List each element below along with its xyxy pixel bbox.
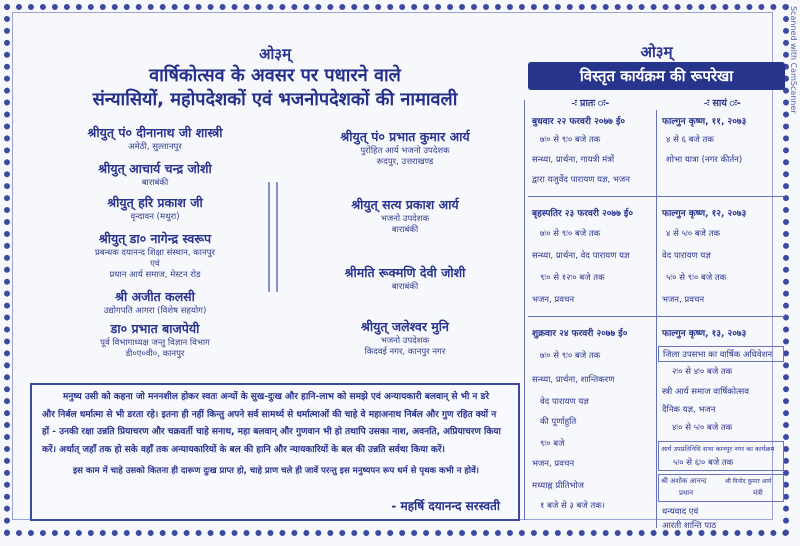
schedule-item: ५ः० से ६ः० बजे तक <box>673 458 734 468</box>
schedule-item: सन्ध्या, प्रार्थना, गायत्री मंत्रों <box>532 155 615 165</box>
schedule-item: आरती शान्ति पाठ <box>662 521 717 531</box>
guest-entry <box>40 320 270 359</box>
side-watermark-text: Scanned with CamScanner <box>789 6 798 114</box>
quote-line: करें। अर्थात् जहाँ तक हो सके वहाँ तक अन्यायकारियों के बल की हानि और न्यायकारियों के बल की उन्नति सर्वथा किया करें। <box>42 444 445 455</box>
schedule-item: ९ः० बजे <box>540 439 565 449</box>
column-divider <box>276 182 278 292</box>
schedule-column-divider <box>656 110 657 528</box>
morning-header: -ः प्रातः ः- <box>571 98 610 109</box>
quote-author: - महर्षि दयानन्द सरस्वती <box>391 499 500 513</box>
guest-entry <box>40 160 270 188</box>
guest-detail: एवं <box>150 259 160 269</box>
guest-entry <box>40 288 270 316</box>
schedule-item: आर्य उपप्रतिनिधि सभा कानपुर नगर का कार्यक्रम <box>661 445 775 453</box>
schedule-item: द्वारा यजुर्वेद पारायण यज्ञ, भजन <box>532 175 630 185</box>
schedule-item: ४ः० से ५ः० बजे तक <box>672 423 733 433</box>
section-separator <box>524 100 525 520</box>
left-title-line1: वार्षिकोत्सव के अवसर पर पधारने वाले <box>149 65 401 86</box>
schedule-item: वेद पारायण यज्ञ <box>540 397 589 407</box>
schedule-item: श्री विनोद कुमार आर्य <box>725 478 772 485</box>
schedule-box <box>658 346 784 362</box>
quote-paragraph <box>42 389 510 481</box>
quote-line: मनुष्य उसी को कहना जो मननशील होकर स्वतः अन्यों के सुख-दुःख और हानि-लाभ को समझे एवं अन्यायकारी बलवान् से भी न डरे <box>62 392 490 402</box>
guest-entry <box>290 264 520 292</box>
schedule-item: ९ः० से १२ः० बजे तक <box>540 273 605 283</box>
guest-detail: रूदपुर, उत्तराखण्ड <box>376 157 434 167</box>
guest-name: श्रीयुत् आचार्य चन्द्र जोशी <box>98 161 212 176</box>
schedule-item: शोभा यात्रा (नगर कीर्तन) <box>666 155 743 165</box>
guest-entry <box>290 318 520 357</box>
schedule-box <box>658 441 784 471</box>
schedule-item: भजन, प्रवचन <box>662 295 705 305</box>
left-om-heading: ओ३म् <box>258 45 292 63</box>
schedule-item: स्त्री आर्य समाज वार्षिकोत्सव <box>662 387 749 397</box>
schedule-item: जिला उपसभा का वार्षिक अधिवेशन <box>663 350 773 360</box>
program-banner: विस्तृत कार्यक्रम की रूपरेखा <box>528 62 785 90</box>
day2-date-left: बृहस्पतिर २३ फरवरी २०७७ ई० <box>532 209 634 219</box>
schedule-item: २ः० से ४ः० बजे तक <box>672 367 733 377</box>
guest-detail: पूर्व विभागाध्यक्ष जन्तु विज्ञान विभाग <box>100 338 210 348</box>
guest-name: श्रीयुत् डा० नागेन्द्र स्वरूप <box>98 231 212 246</box>
guest-detail: डी०ए०वी०, कानपुर <box>125 349 185 359</box>
schedule-item: प्रधान <box>679 489 693 497</box>
schedule-item: सन्ध्या, प्रार्थना, शान्तिकरण <box>532 375 615 385</box>
schedule-item: दैनिक यज्ञ, भजन <box>662 405 716 415</box>
day1-date-right: फाल्गुन कृष्ण, ११, २०७३ <box>662 117 747 127</box>
day-separator <box>528 316 785 317</box>
schedule-item: धन्यवाद एवं <box>662 507 699 517</box>
guest-detail: प्रबन्धक दयानन्द शिक्षा संस्थान, कानपुर <box>94 248 216 258</box>
evening-header: -ः सायं ः- <box>704 98 741 109</box>
day2-date-right: फाल्गुन कृष्ण, १२, २०७३ <box>662 209 747 219</box>
day3-date-right: फाल्गुन कृष्ण, १३, २०७३ <box>662 329 747 339</box>
guest-detail: बाराबंकी <box>391 225 419 235</box>
schedule-item: ५ः० से ९ः० बजे तक <box>666 273 727 283</box>
schedule-item: मध्याह्न प्रीतिभोज <box>532 481 584 491</box>
quote-line: और निर्बल धर्मात्मा से भी डरता रहे। इतना ही नहीं किन्तु अपने सर्व सामर्थ्य से धर्मात्माओं की चाहे वे महाअनाथ निर्बल और गुण रहित क्यों न <box>42 409 497 420</box>
day-separator <box>528 196 785 197</box>
quote-line: हों - उनकी रक्षा उन्नति प्रियाचरण और चक्रवर्ती चाहे सनाथ, महा बलवान् और गुणवान भी हो तथापि उसका नाश, अवनति, अप्रियाचरण किया <box>42 427 501 437</box>
guest-name: डा० प्रभात बाजपेयी <box>110 321 200 336</box>
guest-detail: पुरोहित आर्य भजनो उपदेशक <box>360 146 450 156</box>
guest-detail: अमेठी, सुल्तानपुर <box>128 142 182 152</box>
schedule-item: श्री अशोक आनन्द <box>661 477 707 485</box>
schedule-item: वेद पारायण यज्ञ <box>662 251 711 261</box>
schedule-item: ४ से ५ः० बजे तक <box>666 229 721 239</box>
guest-entry <box>40 124 270 152</box>
schedule-item: भजन, प्रवचन <box>532 295 575 305</box>
day3-date-left: शुक्रवार २४ फरवरी २०७७ ई० <box>532 329 628 339</box>
guest-entry <box>290 128 520 167</box>
guest-detail: वृन्दावन (मथुरा) <box>130 212 180 222</box>
guest-detail: भजनो उपदेशक <box>380 214 430 224</box>
quote-box <box>30 383 520 521</box>
guest-detail: किदवई नगर, कानपुर नगर <box>364 347 446 357</box>
quote-line: इस काम में चाहे उसको कितना ही दारूण दुःख प्राप्त हो, चाहे प्राण चले ही जावें परन्तु इस मनुष्यपन रूप धर्म से पृथक कभी न होवें। <box>72 466 480 476</box>
guest-name: श्रीयुत् जलेश्वर मुनि <box>361 319 449 334</box>
schedule-item: ७ः० से ९ः० बजे तक <box>540 229 601 239</box>
schedule-item: सन्ध्या, प्रार्थना, वेद पारायण यज्ञ <box>532 251 630 261</box>
guest-detail: बाराबंकी <box>141 178 169 188</box>
right-om-heading: ओ३म् <box>640 43 673 61</box>
schedule-item: की पूर्णाहुति <box>540 417 577 427</box>
guest-name: श्री अजीत कलसी <box>115 289 195 304</box>
day1-date-left: बुधवार २२ फरवरी २०७७ ई० <box>532 117 626 127</box>
guest-detail: भजनो उपदेशक <box>380 336 430 346</box>
schedule-item: ७ः० से ९ः० बजे तक <box>540 351 601 361</box>
schedule-item: ७ः० से ९ः० बजे तक <box>540 135 601 145</box>
guest-name: श्रीयुत् हरि प्रकाश जी <box>107 195 203 210</box>
guest-name: श्रीमति रूक्मणि देवी जोशी <box>344 265 466 280</box>
guest-entry <box>40 230 270 280</box>
schedule-item: मंत्री <box>753 489 763 497</box>
guest-name: श्रीयुत् पं० दीनानाथ जी शास्त्री <box>87 125 223 140</box>
guest-name: श्रीयुत् पं० प्रभात कुमार आर्य <box>340 129 470 144</box>
guest-detail: प्रधान आर्य समाज, मेस्टन रोड <box>109 270 201 280</box>
guest-detail: बाराबंकी <box>391 282 419 292</box>
guest-entry <box>290 196 520 235</box>
guest-detail: उद्योगपति आगरा (विशेष सहयोग) <box>103 306 207 316</box>
left-title-line2: संन्यासियों, महोपदेशकों एवं भजनोपदेशकों की नामावली <box>92 89 458 110</box>
schedule-item: ४ से ६ बजे तक <box>666 135 714 145</box>
schedule-box <box>658 474 784 502</box>
schedule-item: १ बजे से ३ बजे तक। <box>540 501 606 511</box>
guest-entry <box>40 194 270 222</box>
schedule-item: भजन, प्रवचन <box>532 459 575 469</box>
guest-name: श्रीयुत् सत्य प्रकाश आर्य <box>351 197 459 212</box>
